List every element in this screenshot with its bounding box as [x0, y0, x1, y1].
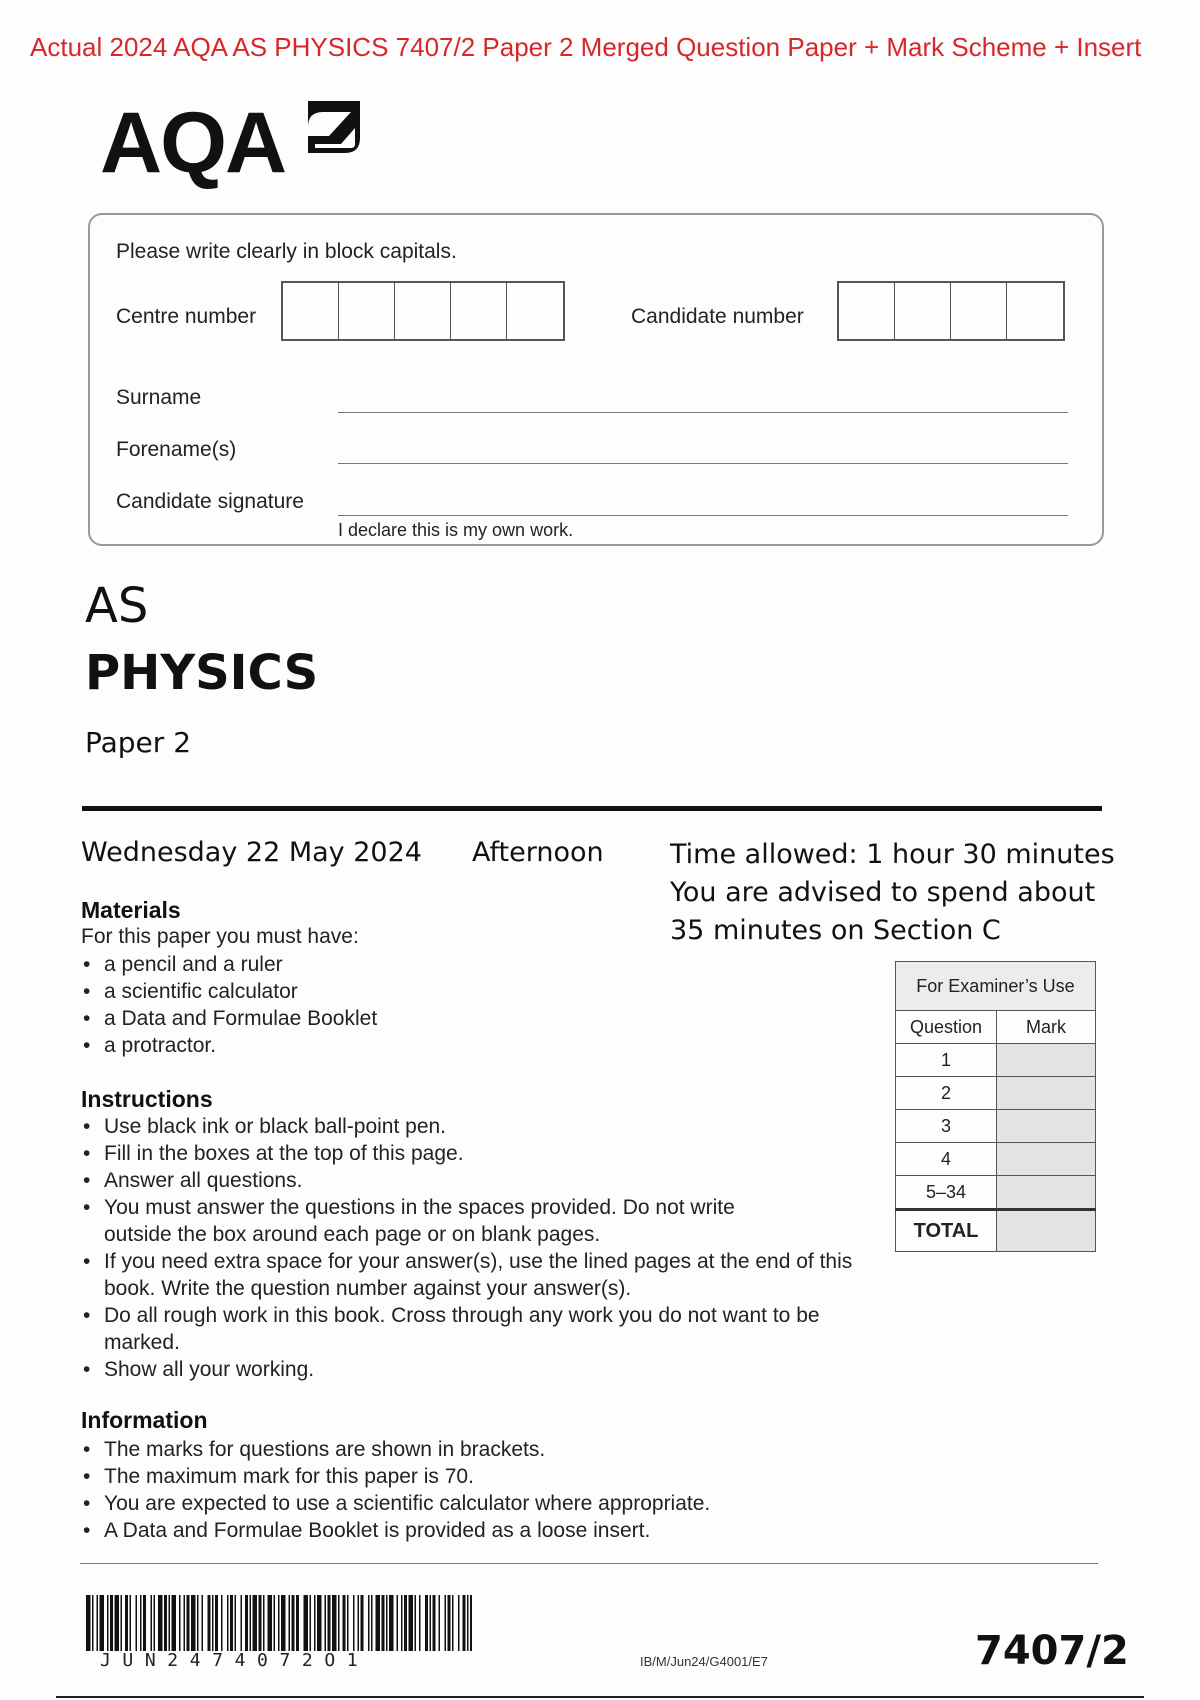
barcode-bar	[289, 1595, 291, 1651]
block-capitals-instruction: Please write clearly in block capitals.	[116, 240, 457, 263]
document-title-banner: Actual 2024 AQA AS PHYSICS 7407/2 Paper 2 Merged Question Paper + Mark Scheme + Insert	[30, 32, 1142, 62]
paper-code: 7407/2	[975, 1628, 1129, 1674]
document-reference: IB/M/Jun24/G4001/E7	[640, 1654, 768, 1669]
barcode-digits: JUN2474072O1	[100, 1650, 370, 1671]
barcode-bar	[263, 1595, 265, 1651]
barcode-bar	[371, 1595, 373, 1651]
barcode-bar	[332, 1595, 337, 1651]
barcode-bar	[208, 1595, 211, 1651]
barcode-bar	[338, 1595, 340, 1651]
candidate-details-box	[88, 213, 1104, 546]
time-line: You are advised to spend about	[670, 877, 1096, 908]
barcode-bar	[274, 1595, 276, 1651]
barcode-bar	[191, 1595, 196, 1651]
barcode-bar	[230, 1595, 233, 1651]
barcode-bar	[143, 1595, 146, 1651]
table-row	[896, 1110, 1096, 1143]
signature-label: Candidate signature	[116, 490, 304, 513]
paper-number: Paper 2	[85, 726, 192, 759]
mark-cell	[997, 1143, 1096, 1176]
barcode-bar	[382, 1595, 385, 1651]
mark-column-header: Mark	[997, 1011, 1096, 1044]
forename-field[interactable]	[338, 463, 1068, 464]
exam-session: Afternoon	[472, 837, 604, 868]
barcode-bar	[361, 1595, 364, 1651]
barcode-bar	[317, 1595, 322, 1651]
barcode-bar	[368, 1595, 370, 1651]
question-number: 4	[896, 1143, 997, 1176]
barcode-bar	[107, 1595, 109, 1651]
total-label: TOTAL	[896, 1210, 997, 1252]
barcode-bar	[221, 1595, 223, 1651]
footer-divider	[80, 1563, 1098, 1564]
question-number: 5–34	[896, 1176, 997, 1210]
time-line: 35 minutes on Section C	[670, 915, 1001, 946]
exam-date: Wednesday 22 May 2024	[81, 837, 422, 868]
barcode-bar	[227, 1595, 229, 1651]
heading-divider	[82, 806, 1102, 811]
list-item: • a pencil and a ruler	[81, 951, 781, 978]
list-item: • You must answer the questions in the spaces provided. Do not write outside the box around each page or on blank pages.	[81, 1194, 794, 1248]
barcode-bar	[197, 1595, 199, 1651]
centre-number-label: Centre number	[116, 305, 257, 328]
barcode-bar	[470, 1595, 472, 1651]
barcode-bar	[158, 1595, 163, 1651]
barcode-bar	[172, 1595, 177, 1651]
barcode-bar	[397, 1595, 399, 1651]
barcode-bar	[389, 1595, 394, 1651]
barcode-bar	[310, 1595, 312, 1651]
barcode-bar	[100, 1595, 105, 1651]
barcode-bar	[202, 1595, 204, 1651]
barcode-bar	[187, 1595, 190, 1651]
question-number: 2	[896, 1077, 997, 1110]
barcode-bar	[467, 1595, 469, 1651]
table-row	[896, 1176, 1096, 1210]
barcode-bar	[452, 1595, 454, 1651]
signature-field[interactable]	[338, 515, 1068, 516]
list-item: • a Data and Formulae Booklet	[81, 1005, 781, 1032]
candidate-number-label: Candidate number	[631, 305, 804, 328]
mark-cell	[997, 1176, 1096, 1210]
table-row	[896, 1143, 1096, 1176]
centre-number-boxes[interactable]	[281, 281, 565, 341]
centre-number-digit[interactable]	[339, 283, 395, 339]
centre-number-digit[interactable]	[395, 283, 451, 339]
barcode-bar	[215, 1595, 218, 1651]
surname-field[interactable]	[338, 412, 1068, 413]
subject-name: PHYSICS	[85, 645, 319, 701]
page-bottom-rule	[56, 1696, 1144, 1698]
candidate-number-boxes[interactable]	[837, 281, 1065, 341]
barcode-bar	[136, 1595, 138, 1651]
candidate-number-digit[interactable]	[895, 283, 951, 339]
question-number: 1	[896, 1044, 997, 1077]
barcode-bar	[179, 1595, 181, 1651]
candidate-number-digit[interactable]	[1007, 283, 1063, 339]
aqa-logo	[100, 96, 370, 191]
barcode-bar	[439, 1595, 441, 1651]
barcode-bar	[425, 1595, 428, 1651]
barcode-bar	[448, 1595, 451, 1651]
barcode-bar	[415, 1595, 417, 1651]
barcode-bar	[314, 1595, 316, 1651]
surname-label: Surname	[116, 386, 202, 409]
barcode-bar	[184, 1595, 186, 1651]
barcode-bar	[245, 1595, 248, 1651]
barcode-bar	[433, 1595, 436, 1651]
barcode-bar	[130, 1595, 132, 1651]
barcode-bar	[292, 1595, 295, 1651]
barcode-bar	[376, 1595, 381, 1651]
barcode-bar	[278, 1595, 280, 1651]
total-row	[896, 1210, 1096, 1252]
aqa-logo-mark-icon	[305, 98, 363, 156]
instructions-list	[81, 1113, 871, 1383]
barcode-bar	[401, 1595, 403, 1651]
table-row	[896, 1044, 1096, 1077]
barcode-bar	[458, 1595, 460, 1651]
barcode-bar	[253, 1595, 258, 1651]
time-line: Time allowed: 1 hour 30 minutes	[670, 839, 1115, 870]
list-item: • Use black ink or black ball-point pen.	[81, 1113, 871, 1140]
list-item: • a scientific calculator	[81, 978, 781, 1005]
list-item: • a protractor.	[81, 1032, 781, 1059]
list-item: • A Data and Formulae Booklet is provided as a loose insert.	[81, 1517, 881, 1544]
barcode-bar	[404, 1595, 407, 1651]
barcode-bar	[241, 1595, 243, 1651]
barcode-bar	[353, 1595, 355, 1651]
list-item: • Do all rough work in this book. Cross through any work you do not want to be marked.	[81, 1302, 834, 1356]
question-column-header: Question	[896, 1011, 997, 1044]
barcode-bar	[463, 1595, 466, 1651]
mark-cell	[997, 1044, 1096, 1077]
table-row	[896, 1077, 1096, 1110]
centre-number-digit[interactable]	[283, 283, 339, 339]
mark-cell	[997, 1077, 1096, 1110]
declaration-text: I declare this is my own work.	[338, 520, 574, 540]
list-item: • You are expected to use a scientific calculator where appropriate.	[81, 1490, 881, 1517]
time-allowed	[670, 836, 1115, 950]
barcode-bar	[386, 1595, 388, 1651]
materials-heading: Materials	[81, 897, 181, 923]
information-heading: Information	[81, 1407, 208, 1433]
barcode-bar	[325, 1595, 327, 1651]
barcode-bar	[304, 1595, 309, 1651]
barcode	[86, 1595, 472, 1651]
barcode-bar	[347, 1595, 349, 1651]
barcode-bar	[154, 1595, 156, 1651]
barcode-bar	[125, 1595, 128, 1651]
materials-list	[81, 951, 781, 1059]
barcode-bar	[268, 1595, 273, 1651]
list-item: • Fill in the boxes at the top of this page.	[81, 1140, 871, 1167]
materials-intro: For this paper you must have:	[81, 925, 359, 948]
centre-number-digit[interactable]	[507, 283, 563, 339]
question-number: 3	[896, 1110, 997, 1143]
barcode-bar	[121, 1595, 123, 1651]
barcode-bar	[343, 1595, 346, 1651]
information-list	[81, 1436, 881, 1544]
barcode-bar	[296, 1595, 299, 1651]
barcode-bar	[328, 1595, 331, 1651]
mark-cell	[997, 1110, 1096, 1143]
barcode-bar	[445, 1595, 447, 1651]
examiner-use-table	[895, 961, 1096, 1252]
list-item: • If you need extra space for your answer(s), use the lined pages at the end of this book. Write the question number against your answer(s).	[81, 1248, 874, 1302]
forename-label: Forename(s)	[116, 438, 237, 461]
barcode-bar	[430, 1595, 432, 1651]
qualification-level: AS	[85, 578, 149, 634]
barcode-bar	[259, 1595, 262, 1651]
barcode-bar	[110, 1595, 113, 1651]
barcode-bar	[86, 1595, 91, 1651]
barcode-bar	[409, 1595, 414, 1651]
barcode-bar	[97, 1595, 99, 1651]
barcode-bar	[151, 1595, 153, 1651]
barcode-bar	[115, 1595, 120, 1651]
barcode-bar	[140, 1595, 142, 1651]
list-item: • The maximum mark for this paper is 70.	[81, 1463, 881, 1490]
list-item: • The marks for questions are shown in brackets.	[81, 1436, 881, 1463]
candidate-number-digit[interactable]	[839, 283, 895, 339]
barcode-bar	[169, 1595, 171, 1651]
aqa-logo-text: AQA	[100, 95, 286, 191]
candidate-number-digit[interactable]	[951, 283, 1007, 339]
total-mark-cell	[997, 1210, 1096, 1252]
list-item: • Show all your working.	[81, 1356, 871, 1383]
barcode-bar	[92, 1595, 94, 1651]
barcode-bar	[164, 1595, 167, 1651]
barcode-bar	[235, 1595, 237, 1651]
examiner-table-title: For Examiner’s Use	[896, 962, 1096, 1011]
barcode-bar	[250, 1595, 252, 1651]
barcode-bar	[358, 1595, 360, 1651]
barcode-bar	[419, 1595, 421, 1651]
centre-number-digit[interactable]	[451, 283, 507, 339]
barcode-bar	[281, 1595, 286, 1651]
barcode-bar	[212, 1595, 214, 1651]
list-item: • Answer all questions.	[81, 1167, 871, 1194]
instructions-heading: Instructions	[81, 1086, 213, 1112]
